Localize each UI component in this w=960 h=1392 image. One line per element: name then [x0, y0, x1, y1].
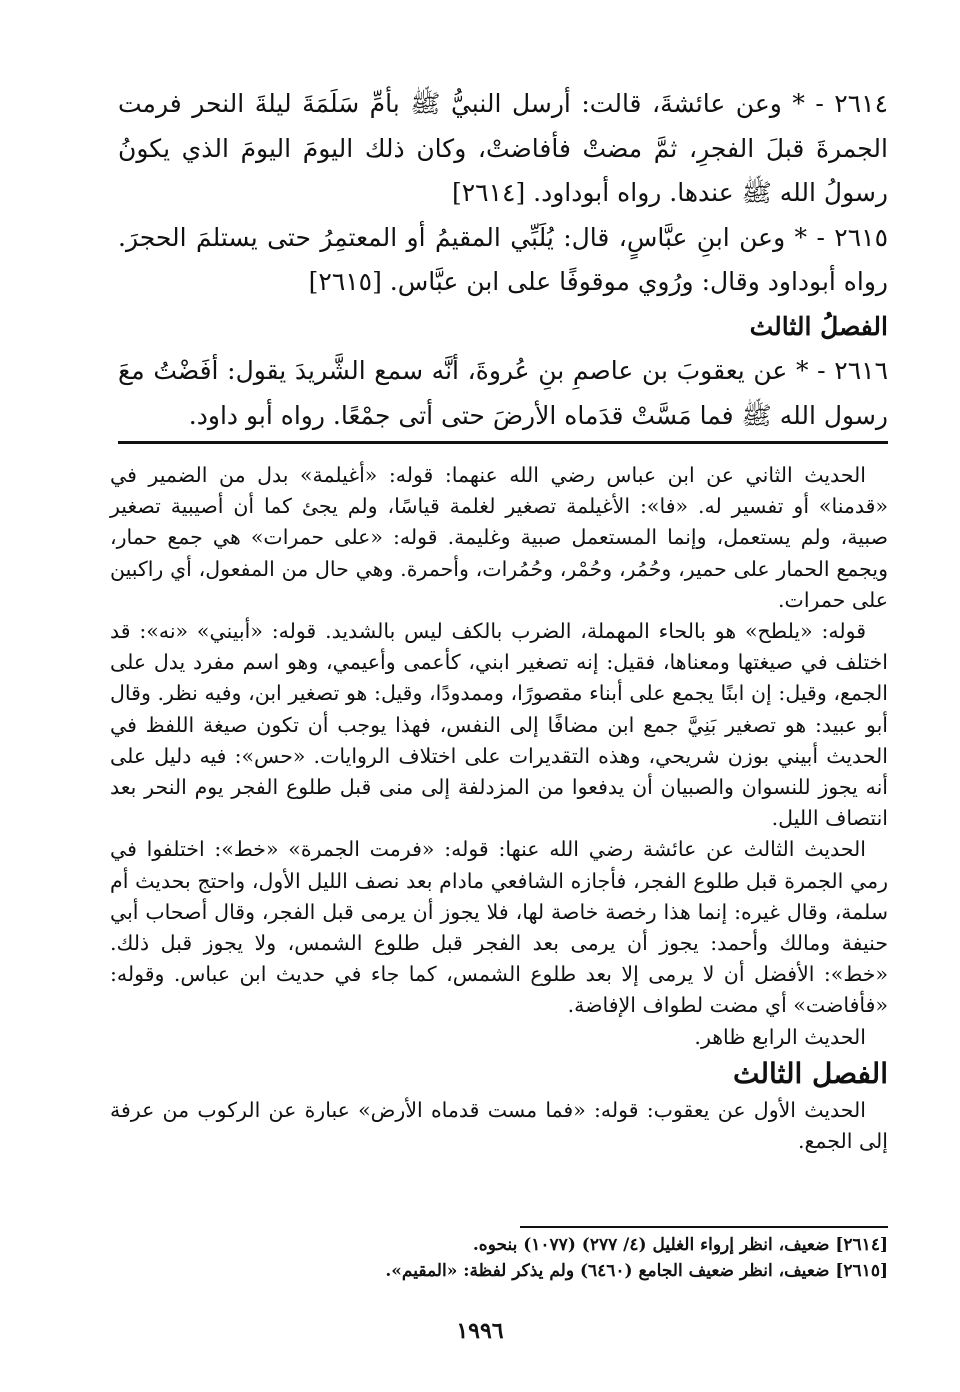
footnote-divider: [520, 1226, 888, 1228]
section-heading: الفصلُ الثالث: [749, 311, 888, 341]
commentary-paragraph-2: قوله: «يلطح» هو بالحاء المهملة، الضرب بالكف ليس بالشديد. قوله: «أبيني» «نه»: قد اختلف في صيغتها ومعناها، فقيل: إنه تصغير ابني، كأعمى وأعيمي، وهو اسم مفرد يدل على الجمع، وقيل: إن ابنًا يجمع على أبناء مقصورًا، وممدودًا، وقيل: هو تصغير ابن، وفيه نظر. وقال أبو عبيد: هو تصغير بَنِيَّ جمع ابن مضافًا إلى النفس، فهذا يوجب أن تكون صيغة اللفظ في الحديث أبيني بوزن شريحي، وهذه التقديرات على اختلاف الروايات. «حس»: فيه دليل على أنه يجوز للنسوان والصبيان أن يدفعوا من المزدلفة إلى منى قبل طلوع الفجر يوم النحر بعد انتصاف الليل.: [110, 619, 888, 831]
hadith-text-section: [118, 82, 888, 438]
commentary-paragraph-5: الحديث الأول عن يعقوب: قوله: «فما مست قدماه الأرض» عبارة عن الركوب من عرفة إلى الجمع.: [110, 1097, 888, 1154]
footnote-2615: [٢٦١٥] ضعيف، انظر ضعيف الجامع (٦٤٦٠) ولم يذكر لفظة: «المقيم».: [385, 1261, 888, 1281]
hadith-2614: ٢٦١٤ - * وعن عائشةَ، قالت: أرسل النبيُّ ﷺ بأمِّ سَلَمَةَ ليلةَ النحر فرمت الجمرةَ قبلَ الفجرِ، ثمَّ مضتْ فأفاضتْ، وكان ذلك اليومَ اليومَ الذي يكونُ رسولُ الله ﷺ عندها. رواه أبوداود. [٢٦١٤]: [118, 89, 888, 207]
commentary-section-heading: الفصل الثالث: [732, 1056, 888, 1090]
hadith-2615: ٢٦١٥ - * وعن ابنِ عبَّاسٍ، قال: يُلَبِّي المقيمُ أو المعتمِرُ حتى يستلمَ الحجرَ. رواه أبوداود وقال: ورُوي موقوفًا على ابن عبَّاس. [٢٦١٥]: [118, 222, 888, 296]
footnotes: [110, 1232, 888, 1284]
commentary-paragraph-3: الحديث الثالث عن عائشة رضي الله عنها: قوله: «فرمت الجمرة» «خط»: اختلفوا في رمي الجمرة قبل طلوع الفجر، فأجازه الشافعي مادام بعد نصف الليل الأول، واحتج بحديث أم سلمة، وقال غيره: إنما هذا رخصة خاصة لها، فلا يجوز أن يرمى قبل الفجر، وقال أصحاب أبي حنيفة ومالك وأحمد: يجوز أن يرمى بعد الفجر قبل طلوع الشمس، ولا يجوز قبل ذلك. «خط»: الأفضل أن لا يرمى إلا بعد طلوع الشمس، كما جاء في حديث ابن عباس. وقوله: «فأفاضت» أي مضت لطواف الإفاضة.: [110, 837, 888, 1018]
page-number: ١٩٩٦: [456, 1318, 504, 1344]
footnote-2614: [٢٦١٤] ضعيف، انظر إرواء الغليل (٤/ ٢٧٧) (١٠٧٧) بنحوه.: [472, 1235, 888, 1255]
section-divider: [118, 441, 888, 444]
commentary-section: [110, 460, 888, 1157]
commentary-paragraph-4: الحديث الرابع ظاهر.: [694, 1024, 866, 1049]
commentary-paragraph-1: الحديث الثاني عن ابن عباس رضي الله عنهما: قوله: «أغيلمة» بدل من الضمير في «قدمنا» أو تفسير له. «فا»: الأغيلمة تصغير لغلمة قياسًا، ولم يجئ كما أن أصيبية تصغير صبية، ولم يستعمل، وإنما المستعمل صبية وغليمة. قوله: «على حمرات» هي جمع حمار، ويجمع الحمار على حمير، وحُمُر، وحُمْر، وحُمُرات، وأحمرة. وهي حال من المفعول، أي راكبين على حمرات.: [110, 463, 888, 612]
hadith-2616: ٢٦١٦ - * عن يعقوبَ بن عاصمِ بنِ عُروةَ، أنَّه سمع الشَّريدَ يقول: أفَضْتُ معَ رسول الله ﷺ فما مَسَّتْ قدَماه الأرضَ حتى أتى جمْعًا. رواه أبو داود.: [118, 356, 888, 430]
